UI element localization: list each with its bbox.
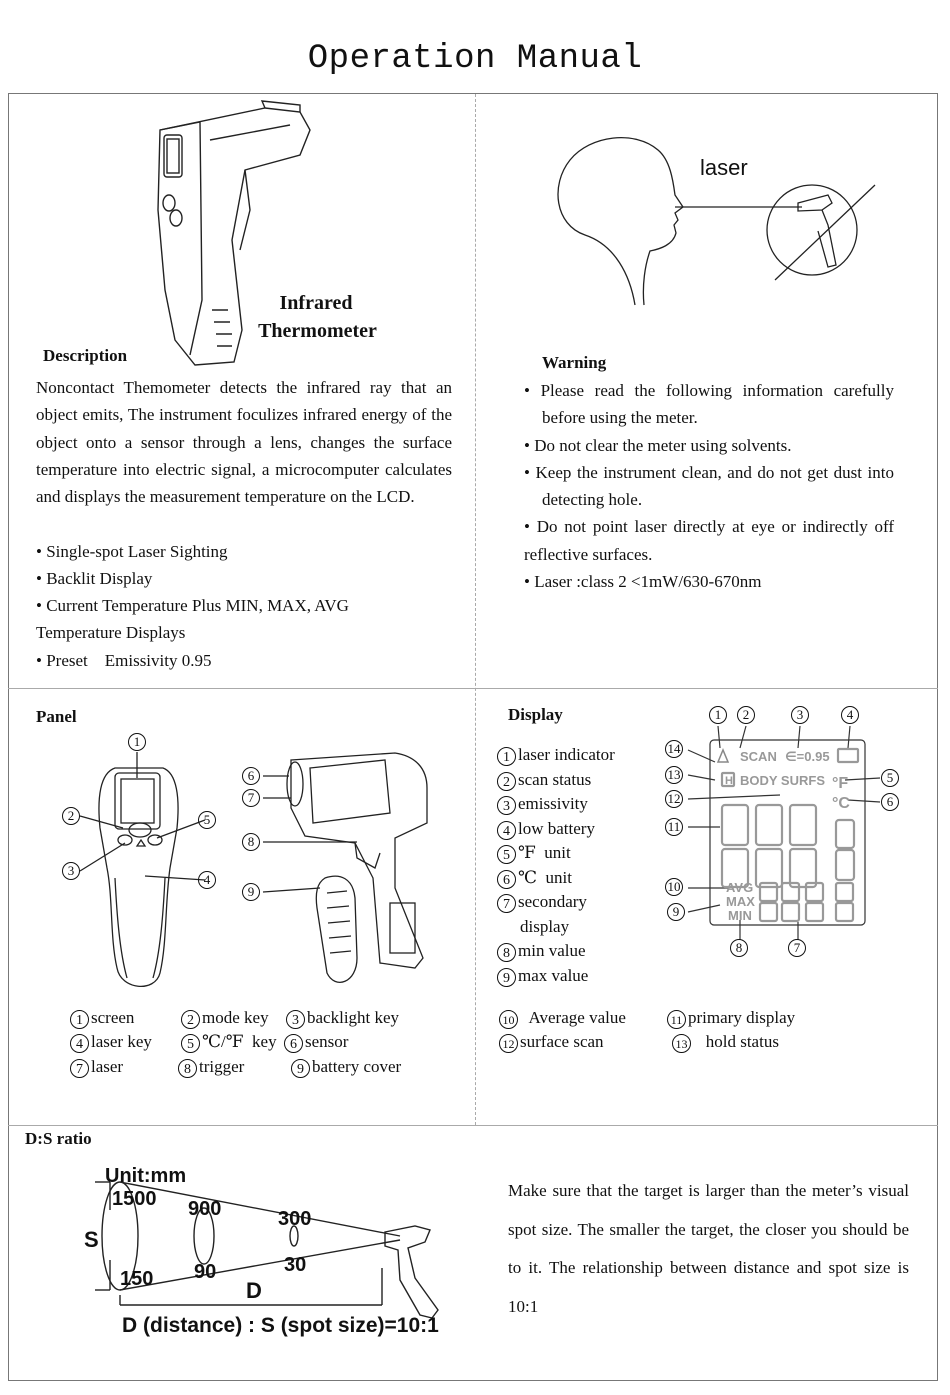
display-list-item: 8 min value [497,939,586,964]
lcd-callout: 10 [665,878,683,896]
lcd-diagram [660,700,910,965]
ds-distance-1500: 1500 [112,1188,157,1210]
display-legend-item: 10 Average value [499,1006,626,1031]
description-bullet: • Single-spot Laser Sighting [36,542,228,561]
display-list-item: display [520,917,570,936]
divider [8,1125,938,1126]
panel-callout: 3 [62,862,80,880]
ds-distance-300: 300 [278,1208,312,1230]
ds-spot-30: 30 [284,1254,307,1276]
display-legend-item: 11 primary display [667,1006,795,1031]
laser-warning-illustration [540,125,885,310]
lcd-callout: 12 [665,790,683,808]
lcd-f-unit: °F [832,775,849,792]
panel-legend-item: 1 screen [70,1006,134,1031]
panel-heading: Panel [36,707,77,726]
display-legend-item: 13 hold status [672,1030,779,1055]
warning-bullet-3: • Keep the instrument clean, and do not get dust into detecting hole. [524,462,894,510]
ds-ratio-heading: D:S ratio [25,1129,92,1148]
lcd-scan: SCAN [740,749,777,764]
description-paragraph: Noncontact Themometer detects the infrared ray that an object emits, The instrument foculizes infrared energy of the object onto a sensor through a lens, changes the surface temperature into electric signal, a microcomputer calculates and displays the measurement temperature on the LCD. [36,378,452,507]
lcd-callout: 6 [881,793,899,811]
ds-ratio-diagram [80,1160,460,1340]
lcd-callout: 14 [665,740,683,758]
lcd-max: MAX [726,894,755,909]
description-heading: Description [43,346,128,365]
lcd-min: MIN [728,908,752,923]
panel-callout: 6 [242,767,260,785]
ds-ratio-text: Make sure that the target is larger than the meter’s visual spot size. The smaller the target, the closer you should be to it. The relationship between distance and spot size is 10:1 [508,1181,909,1316]
ds-d-label: D [246,1278,262,1303]
lcd-callout: 3 [791,706,809,724]
ds-distance-900: 900 [188,1198,222,1220]
panel-callout: 4 [198,871,216,889]
panel-callout: 2 [62,807,80,825]
warning-bullet-4: • Do not point laser directly at eye or indirectly off reflective surfaces. [524,517,894,564]
lcd-avg: AVG [726,880,754,895]
page-title: Operation Manual [307,40,643,78]
display-list-item: 3 emissivity [497,792,588,817]
divider [8,688,938,689]
panel-callout: 1 [128,733,146,751]
lcd-c-unit: °C [832,795,850,812]
warning-bullet-1: • Please read the following information carefully before using the meter. [524,381,894,428]
display-heading: Display [508,705,563,724]
display-list-item: 9 max value [497,964,588,989]
product-name-line2: Thermometer [258,320,377,342]
lcd-callout: 7 [788,939,806,957]
description-bullet: • Preset Emissivity 0.95 [36,651,212,670]
lcd-hold: H [725,775,733,787]
warning-heading: Warning [542,353,607,372]
ds-spot-90: 90 [194,1261,217,1283]
description-bullet: • Backlit Display [36,569,153,588]
product-name-line1: Infrared [279,292,353,314]
laser-label: laser [700,155,748,180]
panel-legend-item: 4 laser key [70,1030,152,1055]
panel-legend-item: 8 trigger [178,1055,244,1080]
warning-bullet-2: • Do not clear the meter using solvents. [524,435,792,455]
display-list-item: 4 low battery [497,817,595,842]
panel-callout: 7 [242,789,260,807]
panel-legend-item: 9 battery cover [291,1055,401,1080]
panel-callout: 5 [198,811,216,829]
ds-s-label: S [84,1227,99,1252]
panel-callout: 8 [242,833,260,851]
ds-formula: D (distance) : S (spot size)=10:1 [122,1314,439,1337]
lcd-emissivity: ∈=0.95 [785,749,830,764]
panel-legend-item: 2 mode key [181,1006,269,1031]
warning-bullet [524,377,894,595]
display-legend-item: 12 surface scan [499,1030,604,1055]
column-divider [475,94,476,1125]
panel-legend-item: 3 backlight key [286,1006,399,1031]
warning-bullet-5: • Laser :class 2 <1mW/630-670nm [524,572,762,592]
ds-unit: Unit:mm [105,1165,187,1187]
display-list-item: 1 laser indicator [497,743,615,768]
lcd-callout: 4 [841,706,859,724]
lcd-callout: 2 [737,706,755,724]
lcd-body-surf: BODY SURFS [740,773,825,788]
panel-legend-item: 5 ℃/℉ key [181,1030,277,1055]
laser-warning-icon [718,750,728,762]
lcd-callout: 13 [665,766,683,784]
lcd-callout: 11 [665,818,683,836]
display-list-item: 5 ℉ unit [497,841,571,866]
lcd-callout: 9 [667,903,685,921]
display-list-item: 7 secondary [497,890,587,915]
display-list-item: 2 scan status [497,768,591,793]
display-list-item: 6 ℃ unit [497,866,572,891]
panel-legend-item: 6 sensor [284,1030,348,1055]
lcd-callout: 8 [730,939,748,957]
description-bullet: • Current Temperature Plus MIN, MAX, AVG Temperature Displays [36,596,349,643]
ds-spot-150: 150 [120,1268,154,1290]
panel-callout: 9 [242,883,260,901]
lcd-callout: 5 [881,769,899,787]
panel-legend-item: 7 laser [70,1055,123,1080]
lcd-callout: 1 [709,706,727,724]
